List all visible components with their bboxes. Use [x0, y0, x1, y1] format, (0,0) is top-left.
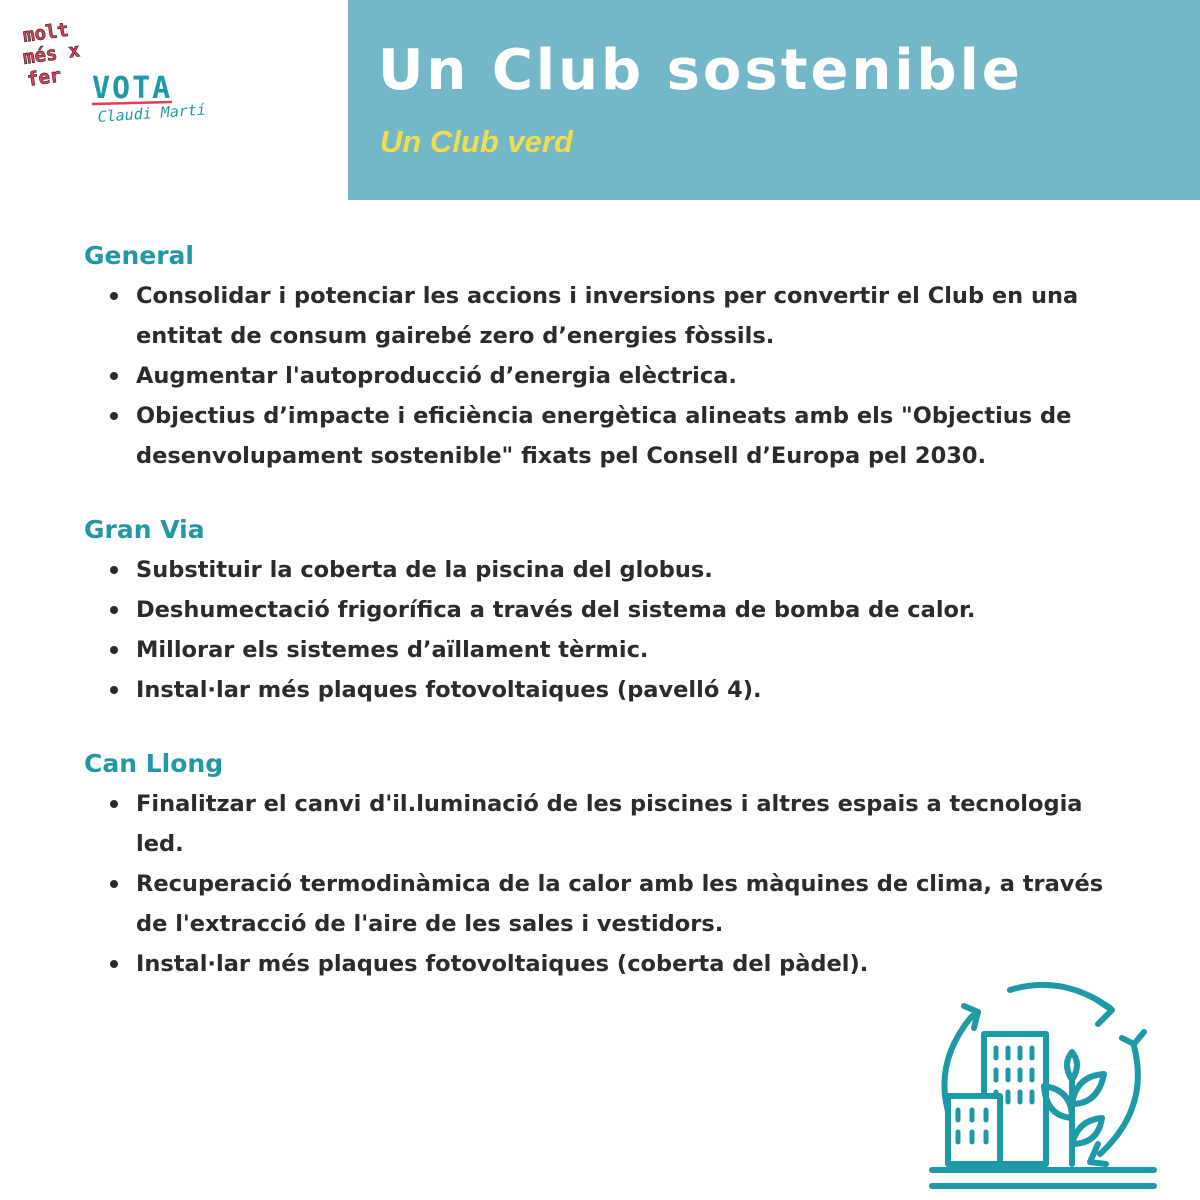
content	[84, 236, 1104, 1018]
list-item	[136, 670, 1104, 710]
item-list	[84, 276, 1104, 476]
list-item-text: Deshumectació frigorífica a través del sistema de bomba de calor.	[136, 597, 976, 623]
section-heading: Gran Via	[84, 515, 205, 544]
bullet-icon	[110, 960, 118, 968]
logo-line-2: més x	[21, 39, 82, 69]
list-item-text: Millorar els sistemes d’aïllament tèrmic.	[136, 637, 649, 663]
bullet-icon	[110, 800, 118, 808]
logo-line-3: fer	[25, 64, 63, 91]
list-item	[136, 276, 1104, 356]
list-item	[136, 550, 1104, 590]
header-band	[348, 0, 1200, 200]
leaf-lower-icon	[1072, 1118, 1102, 1144]
bullet-icon	[110, 646, 118, 654]
section-heading: General	[84, 241, 194, 270]
item-list	[84, 784, 1104, 984]
section-gran-via	[84, 510, 1104, 710]
list-item-text: Finalitzar el canvi d'il.luminació de les piscines i altres espais a tecnologia led.	[136, 791, 1083, 857]
leaf-right-icon	[1072, 1074, 1104, 1104]
list-item	[136, 864, 1104, 944]
list-item-text: Substituir la coberta de la piscina del globus.	[136, 557, 713, 583]
list-item-text: Augmentar l'autoproducció d’energia elèctrica.	[136, 363, 737, 389]
list-item	[136, 356, 1104, 396]
list-item-text: Instal·lar més plaques fotovoltaiques (coberta del pàdel).	[136, 951, 869, 977]
list-item-text: Instal·lar més plaques fotovoltaiques (pavelló 4).	[136, 677, 762, 703]
bullet-icon	[110, 880, 118, 888]
logo-vota: VOTA	[92, 71, 173, 106]
bullet-icon	[110, 372, 118, 380]
logo-line-1: molt	[21, 18, 71, 47]
section-general	[84, 236, 1104, 476]
list-item-text: Consolidar i potenciar les accions i inversions per convertir el Club en una entitat de consum gairebé zero d’energies fòssils.	[136, 283, 1079, 349]
bullet-icon	[110, 686, 118, 694]
section-can-llong	[84, 744, 1104, 984]
bullet-icon	[110, 606, 118, 614]
page-title: Un Club sostenible	[378, 38, 1023, 103]
item-list	[84, 550, 1104, 710]
list-item-text: Recuperació termodinàmica de la calor amb les màquines de clima, a través de l'extracció de l'aire de les sales i vestidors.	[136, 871, 1104, 937]
list-item	[136, 590, 1104, 630]
bullet-icon	[110, 412, 118, 420]
section-heading: Can Llong	[84, 749, 224, 778]
campaign-logo-graphic	[14, 18, 314, 158]
bullet-icon	[110, 566, 118, 574]
arrow-right-icon	[1100, 1046, 1138, 1154]
campaign-logo	[14, 18, 314, 158]
bullet-icon	[110, 292, 118, 300]
list-item	[136, 784, 1104, 864]
list-item	[136, 396, 1104, 476]
sustainable-building-recycle-icon	[922, 968, 1162, 1193]
page-subtitle: Un Club verd	[380, 124, 573, 159]
arrowhead-top-icon	[1094, 998, 1112, 1024]
short-building-icon	[948, 1096, 1000, 1164]
list-item-text: Objectius d’impacte i eficiència energètica alineats amb els "Objectius de desenvolupament sostenible" fixats pel Consell d’Europa pel 2030.	[136, 403, 1072, 469]
logo-name: Claudi Martí	[97, 100, 207, 126]
arrowhead-right-icon	[1122, 1032, 1144, 1044]
list-item	[136, 630, 1104, 670]
leaf-top-icon	[1067, 1052, 1077, 1080]
